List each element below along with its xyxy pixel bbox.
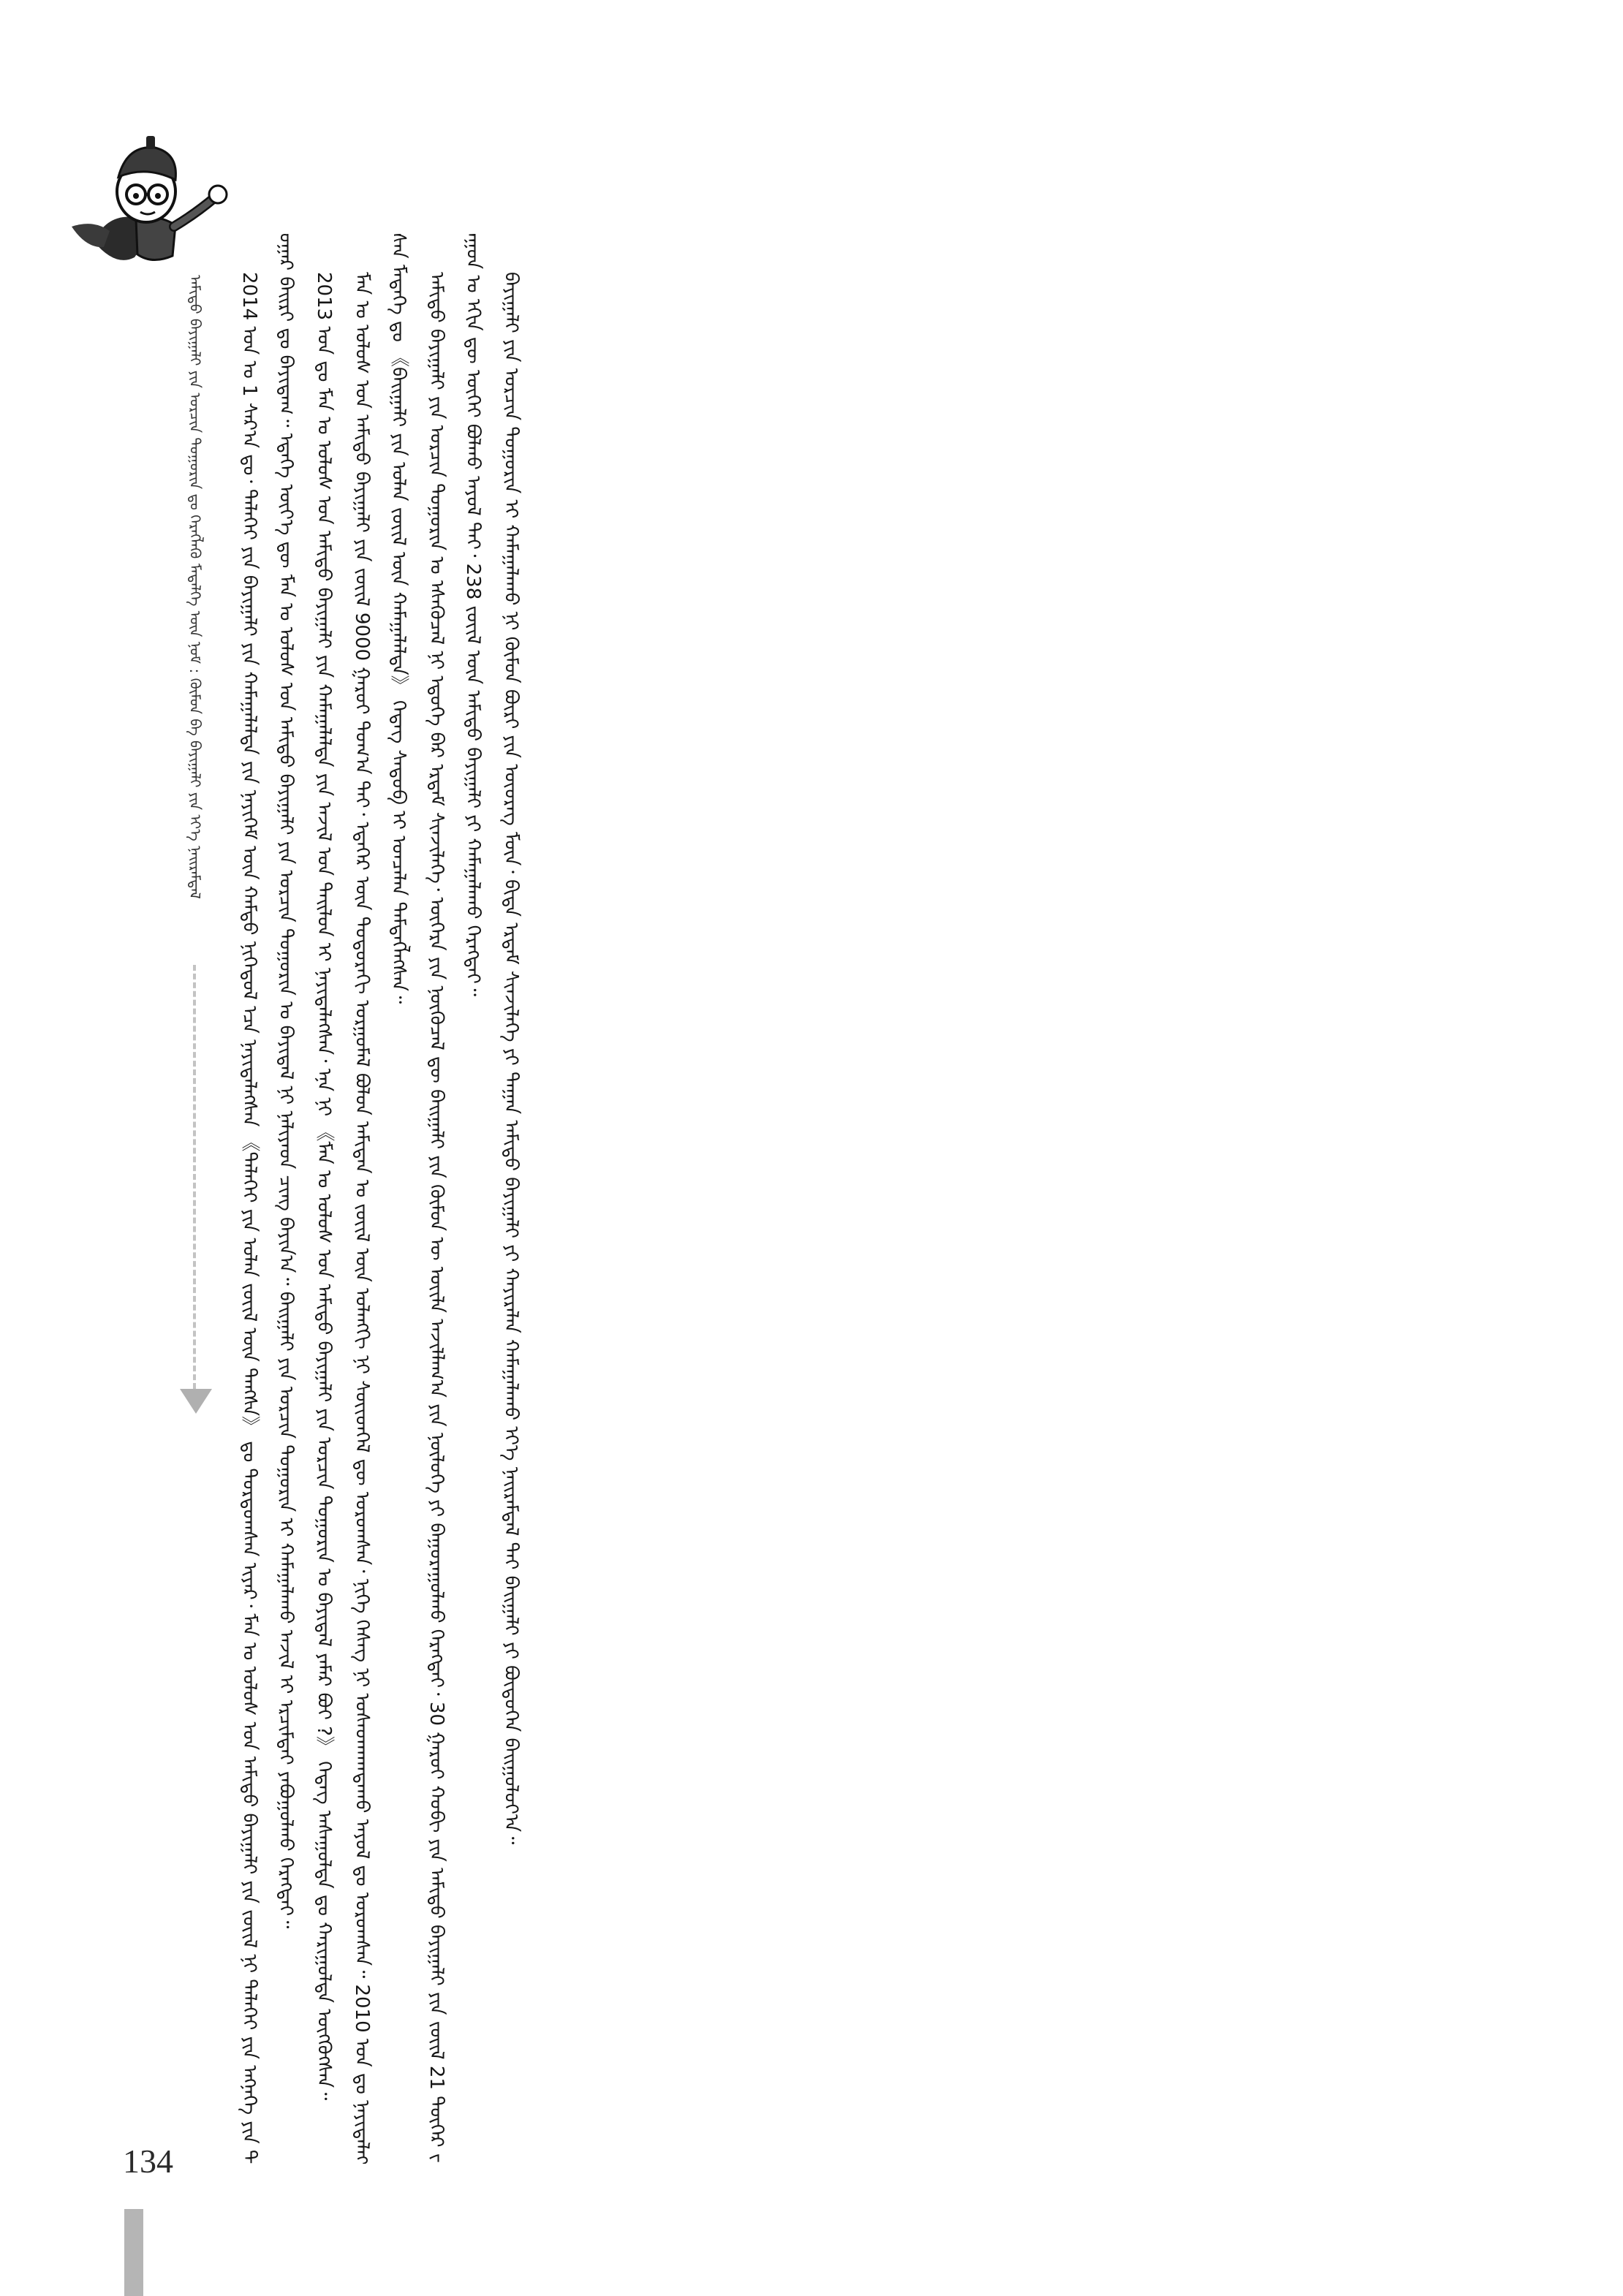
body-text <box>231 234 1452 2164</box>
running-header: ᠠᠮᠢᠳᠤ ᠪᠠᠶᠢᠭᠠᠯᠢ ᠶᠢᠨ ᠣᠷᠴᠢᠨ ᠲᠣᠭᠣᠷᠢᠨ ᠳᠤ ᠬᠡᠷᠡᠭᠯᠡᠬᠦ ᠮᠡᠳᠡᠯᠭᠡ ᠦᠨ ᠨᠣᠮ : ᠬᠦᠮᠦᠨ ᠪᠠ ᠪᠠᠶᠢᠭᠠᠯᠢ ᠶᠢᠨ ᠡᠶ᠎ᠡ ᠨᠠᠢᠷᠠᠮᠳᠠᠯ <box>186 275 204 899</box>
triangle-pointer-icon <box>180 1389 212 1414</box>
paragraph: 2014 ᠣᠨ ᠤ 1 ᠰᠠᠷ᠎ᠠ ᠳᠤ᠂ ᠳᠡᠯᠡᠬᠡᠢ ᠶᠢᠨ ᠪᠠᠶᠢᠭᠠᠯᠢ ᠶᠢᠨ ᠬᠠᠮᠠᠭᠠᠯᠠᠯᠲᠠ ᠶᠢᠨ ᠨᠡᠶᠢᠭᠡᠮ ᠦᠨ ᠬᠠᠮᠲᠤ ᠨᠢᠭᠡᠳᠦᠯ ᠡᠴᠡ ᠨᠡᠶᠢᠲᠡᠯᠡᠭᠰᠡᠨ 《ᠳᠡᠯᠡᠬᠡᠢ ᠶᠢᠨ ᠤᠯᠠᠨ ᠵᠦᠢᠯ ᠦᠨ ᠳᠠᠩᠰᠠ》 ᠳᠤ ᠳᠤᠷᠳᠤᠭᠰᠠᠨ ᠢᠶᠡᠷ᠂ ᠮᠠᠨ ᠤ ᠤᠯᠤᠰ ᠤᠨ ᠠᠮᠢᠳᠤ ᠪᠠᠶᠢᠭᠠᠯᠢ ᠶᠢᠨ ᠵᠦᠢᠯ ᠨᠢ ᠳᠡᠯᠡᠬᠡᠢ ᠶᠢᠨ ᠡᠩᠨᠡᠭᠡ ᠶᠢᠨ ᠳᠤᠭᠠᠷ ᠪᠠᠢᠷᠢ ᠳᠤ ᠪᠠᠶᠢᠳᠠᠭ᠃ ᠡᠳᠡᠭᠡ ᠦᠶ᠎ᠡ ᠳᠦ ᠮᠠᠨ ᠤ ᠤᠯᠤᠰ ᠤᠨ ᠠᠮᠢᠳᠤ ᠪᠠᠶᠢᠭᠠᠯᠢ ᠶᠢᠨ ᠣᠷᠴᠢᠨ ᠲᠣᠭᠣᠷᠢᠨ ᠤ ᠪᠠᠶᠢᠳᠠᠯ ᠨᠢ ᠨᠡᠯᠢᠶᠡᠳ ᠴᠢᠩ ᠪᠠᠶᠢᠨ᠎ᠠ᠃ ᠪᠠᠢᠭᠠᠯᠢ ᠶᠢᠨ ᠣᠷᠴᠢᠨ ᠲᠣᠭᠣᠷᠢᠨ ᠢ ᠬᠠᠮᠠᠭᠠᠯᠠᠬᠤ ᠠᠵᠢᠯ ᠢ ᠡᠷᠴᠢᠮᠲᠡᠢ ᠶᠠᠪᠤᠭᠤᠯᠬᠤ ᠬᠡᠷᠡᠭᠲᠡᠢ᠃ <box>238 234 297 2163</box>
paragraph: ᠮᠠᠨ ᠤ ᠤᠯᠤᠰ ᠤᠨ ᠠᠮᠢᠳᠤ ᠪᠠᠶᠢᠭᠠᠯᠢ ᠶᠢᠨ ᠵᠦᠢᠯ 9000 ᠭᠠᠷᠤᠢ ᠲᠣᠭ᠎ᠠ ᠲᠠᠢ᠂ ᠡᠳᠡᠭᠡᠷ ᠦᠨ ᠳᠣᠲᠣᠷᠠᠬᠢ ᠤᠷᠭᠤᠮᠠᠯ ᠪᠣᠯᠤᠨ ᠠᠮᠢᠲᠠᠨ ᠤ ᠵᠦᠢᠯ ᠦᠨ ᠣᠯᠠᠩᠬᠢ ᠨᠢ ᠰᠦᠢᠳᠬᠡᠯ ᠳᠦ ᠣᠷᠣᠭᠰᠠᠨ᠂ ᠨᠢᠭᠡ ᠬᠡᠰᠡᠭ ᠨᠢ ᠤᠰᠠᠳᠬᠠᠭᠳᠠᠬᠤ ᠠᠶᠤᠯ ᠳᠤ ᠣᠷᠣᠭᠰᠠᠨ᠃ 2010 ᠣᠨ ᠳᠤ ᠨᠡᠶᠢᠲᠡᠯᠡᠭᠰᠡᠨ ᠮᠡᠳᠡᠭᠡ ᠳᠤ 《ᠪᠠᠢᠭᠠᠯᠢ ᠶᠢᠨ ᠣᠯᠠᠨ ᠵᠦᠢᠯ ᠦᠨ ᠬᠠᠮᠠᠭᠠᠯᠠᠯᠲᠠ》 ᠭᠡᠳᠡᠭ ᠰᠡᠳᠦᠪ ᠢ ᠣᠨᠴᠠᠯᠠᠨ ᠲᠡᠮᠳᠡᠭᠯᠡᠭᠰᠡᠨ᠃ <box>351 234 409 2163</box>
page-edge-tab <box>124 2209 143 2296</box>
paragraph: ᠪᠠᠶᠢᠭᠠᠯᠢ ᠶᠢᠨ ᠣᠷᠴᠢᠨ ᠲᠣᠭᠣᠷᠢᠨ ᠢ ᠬᠠᠮᠠᠭᠠᠯᠠᠬᠤ ᠨᠢ ᠬᠦᠮᠦᠨ ᠪᠦᠷᠢ ᠶᠢᠨ ᠦᠦᠷᠡᠭ ᠮᠥᠨ᠂ ᠪᠢᠳᠡ ᠡᠷᠳᠡᠮ ᠰᠢᠨᠵᠢᠯᠡᠭᠡ ᠶᠢ ᠳᠠᠭᠠᠨ ᠠᠮᠢᠳᠤ ᠪᠠᠶᠢᠭᠠᠯᠢ ᠶᠢ ᠬᠠᠶᠢᠷᠠᠯᠠᠨ ᠬᠠᠮᠠᠭᠠᠯᠠᠬᠤ ᠡᠶ᠎ᠡ ᠨᠠᠢᠷᠠᠮᠳᠠᠯ ᠲᠠᠢ ᠪᠠᠢᠭᠠᠯᠢ ᠶᠢ ᠪᠦᠲᠦᠭᠡᠨ ᠪᠠᠢᠭᠤᠯᠤᠶ᠎ᠠ᠃ <box>500 272 522 1845</box>
mascot-kid-with-glasses-icon <box>64 132 234 270</box>
paragraph: 2013 ᠣᠨ ᠳᠤ ᠮᠠᠨ ᠤ ᠤᠯᠤᠰ ᠤᠨ ᠠᠮᠢᠳᠤ ᠪᠠᠶᠢᠭᠠᠯᠢ ᠶᠢᠨ ᠬᠠᠮᠠᠭᠠᠯᠠᠯᠲᠠ ᠶᠢᠨ ᠠᠵᠢᠯ ᠤᠨ ᠲᠠᠢᠯᠤᠨ ᠢ ᠨᠡᠶᠢᠲᠡᠯᠡᠭᠰᠡᠨ᠂ ᠡᠨᠡ ᠨᠢ 《ᠮᠠᠨ ᠤ ᠤᠯᠤᠰ ᠤᠨ ᠠᠮᠢᠳᠤ ᠪᠠᠶᠢᠭᠠᠯᠢ ᠶᠢᠨ ᠣᠷᠴᠢᠨ ᠲᠣᠭᠣᠷᠢᠨ ᠤ ᠪᠠᠶᠢᠳᠠᠯ ᠶᠠᠮᠠᠷ ᠪᠤᠢ ?》 ᠭᠡᠳᠡᠭ ᠠᠰᠠᠭᠤᠯᠲᠠ ᠳᠤ ᠬᠠᠷᠢᠭᠤᠯᠲᠠ ᠥᠭᠭᠦᠭᠰᠡᠨ᠃ <box>313 272 335 2101</box>
page-number: 134 <box>123 2142 173 2180</box>
header-dashed-guide <box>193 965 196 1389</box>
paragraph: ᠠᠮᠢᠳᠤ ᠪᠠᠶᠢᠭᠠᠯᠢ ᠶᠢᠨ ᠣᠷᠴᠢᠨ ᠲᠣᠭᠣᠷᠢᠨ ᠤ ᠡᠰᠡᠭᠦᠴᠡᠯ ᠨᠢ ᠡᠳᠦᠭᠡ ᠪᠠᠷ ᠡᠷᠳᠡᠮ ᠰᠢᠨᠵᠢᠯᠡᠭᠡ᠂ ᠥᠭᠡᠷᠡ ᠶᠢᠨ ᠨᠥᠬᠦᠴᠡᠯ ᠳᠦ ᠪᠠᠢᠭᠠᠯᠢ ᠶᠢᠨ ᠬᠦᠮᠦᠨ ᠦ ᠦᠢᠯᠡ ᠠᠵᠢᠯᠯᠠᠭ᠎ᠠ ᠶᠢᠨ ᠨᠥᠯᠦᠭᠡ ᠶᠢ ᠪᠠᠭᠤᠷᠠᠭᠤᠯᠬᠤ ᠬᠡᠷᠡᠭᠲᠡᠢ᠂ 30 ᠭᠠᠷᠤᠢ ᠬᠤᠪᠢ ᠶᠢᠨ ᠠᠮᠢᠳᠤ ᠪᠠᠶᠢᠭᠠᠯᠢ ᠶᠢᠨ ᠵᠦᠢᠯ 21 ᠳᠦᠭᠡᠷ ᠵᠠᠭᠤᠨ ᠤ ᠡᠬᠢᠨ ᠳᠦ ᠦᠭᠡᠢ ᠪᠣᠯᠬᠤ ᠠᠶᠤᠯ ᠲᠠᠢ᠂ 238 ᠵᠦᠢᠯ ᠦᠨ ᠠᠮᠢᠳᠤ ᠪᠠᠶᠢᠭᠠᠯᠢ ᠶᠢ ᠬᠠᠮᠠᠭᠠᠯᠠᠬᠤ ᠬᠡᠷᠡᠭᠲᠡᠢ᠃ <box>425 234 484 2162</box>
